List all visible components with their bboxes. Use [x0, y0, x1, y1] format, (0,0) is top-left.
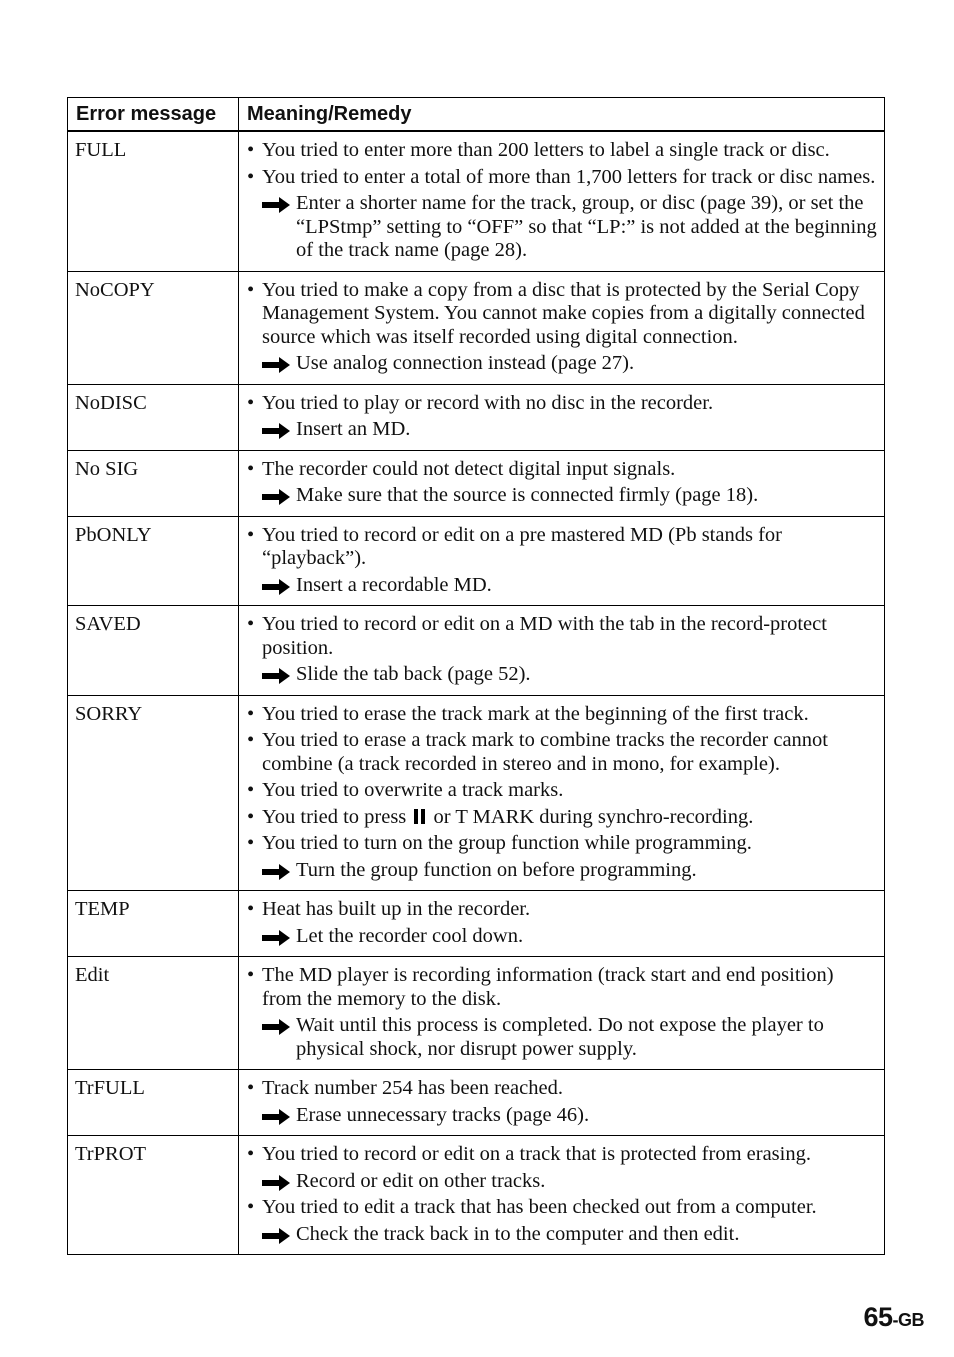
pause-icon — [413, 809, 426, 824]
bullet-text: You tried to record or edit on a pre mastered MD (Pb stands for “playback”). — [262, 523, 782, 569]
bullet-icon: • — [247, 1077, 255, 1099]
bullet-item — [246, 613, 877, 660]
table-row — [68, 516, 885, 606]
bullet-item — [246, 392, 877, 416]
meaning-remedy-cell — [239, 891, 885, 957]
table-row — [68, 131, 885, 271]
arrow-right-icon — [262, 1109, 290, 1125]
bullet-icon: • — [247, 457, 255, 480]
table-row — [68, 1136, 885, 1255]
bullet-icon: • — [247, 165, 255, 188]
remedy-text: Erase unnecessary tracks (page 46). — [296, 1103, 590, 1126]
error-message-cell: FULL — [68, 131, 239, 271]
bullet-text: You tried to enter a total of more than 1,700 letters for track or disc names. — [262, 165, 876, 188]
bullet-text: You tried to enter more than 200 letters to label a single track or disc. — [262, 139, 830, 161]
error-message-cell: SORRY — [68, 695, 239, 891]
bullet-item — [246, 139, 877, 163]
bullet-text: The MD player is recording information (track start and end position) from the memory to the disk. — [262, 964, 834, 1010]
header-meaning-remedy: Meaning/Remedy — [239, 98, 885, 132]
error-message-cell: NoCOPY — [68, 271, 239, 384]
table-row — [68, 891, 885, 957]
bullet-icon: • — [247, 779, 255, 801]
bullet-item — [246, 1077, 877, 1101]
remedy-text: Insert an MD. — [296, 418, 411, 440]
bullet-item — [246, 524, 877, 571]
table-body — [68, 131, 885, 1255]
page-number-value: 65 — [863, 1302, 893, 1332]
page-number — [863, 1302, 924, 1333]
bullet-item — [246, 806, 877, 830]
bullet-item — [246, 832, 877, 856]
remedy-item — [246, 1223, 877, 1247]
remedy-item — [246, 663, 877, 687]
remedy-item — [246, 925, 877, 949]
bullet-text: You tried to record or edit on a MD with the tab in the record-protect position. — [262, 613, 827, 659]
bullet-icon: • — [247, 139, 255, 161]
bullet-icon: • — [247, 964, 255, 986]
bullet-text: The recorder could not detect digital input signals. — [262, 457, 676, 480]
bullet-icon: • — [247, 729, 255, 751]
arrow-right-icon — [262, 1228, 290, 1244]
arrow-right-icon — [262, 668, 290, 684]
table-row — [68, 957, 885, 1070]
meaning-remedy-cell — [239, 1070, 885, 1136]
table-row — [68, 384, 885, 450]
remedy-item — [246, 574, 877, 598]
table-row — [68, 1070, 885, 1136]
error-message-cell: TEMP — [68, 891, 239, 957]
bullet-icon: • — [247, 832, 255, 854]
header-error-message: Error message — [68, 98, 239, 132]
remedy-item — [246, 859, 877, 883]
remedy-item — [246, 352, 877, 376]
bullet-item — [246, 1196, 877, 1220]
table-row — [68, 271, 885, 384]
bullet-icon: • — [247, 805, 255, 828]
page-number-suffix: -GB — [892, 1310, 924, 1330]
bullet-item — [246, 703, 877, 727]
bullet-text: Track number 254 has been reached. — [262, 1077, 563, 1099]
meaning-remedy-cell — [239, 1136, 885, 1255]
remedy-text: Record or edit on other tracks. — [296, 1169, 546, 1192]
error-message-cell: No SIG — [68, 450, 239, 516]
remedy-text: Check the track back in to the computer and then edit. — [296, 1222, 740, 1245]
bullet-text: You tried to turn on the group function while programming. — [262, 832, 752, 854]
arrow-right-icon — [262, 1019, 290, 1035]
error-message-cell: Edit — [68, 957, 239, 1070]
error-message-table — [67, 97, 885, 1255]
remedy-item — [246, 484, 877, 508]
bullet-item — [246, 898, 877, 922]
bullet-text: You tried to erase a track mark to combine tracks the recorder cannot combine (a track recorded in stereo and in mono, for example). — [262, 729, 829, 775]
bullet-item — [246, 279, 877, 350]
bullet-item — [246, 964, 877, 1011]
arrow-right-icon — [262, 197, 290, 213]
meaning-remedy-cell — [239, 695, 885, 891]
remedy-item — [246, 192, 877, 263]
remedy-text: Let the recorder cool down. — [296, 924, 524, 947]
bullet-text: You tried to press — [262, 805, 407, 828]
meaning-remedy-cell — [239, 957, 885, 1070]
meaning-remedy-cell — [239, 131, 885, 271]
meaning-remedy-cell — [239, 271, 885, 384]
bullet-icon: • — [247, 523, 255, 546]
arrow-right-icon — [262, 930, 290, 946]
remedy-text: Enter a shorter name for the track, group, or disc (page 39), or set the “LPStmp” setting to “OFF” so that “LP:” is not added at the beginning of the track name (page 28). — [296, 192, 877, 261]
bullet-text: You tried to erase the track mark at the beginning of the first track. — [262, 702, 809, 725]
arrow-right-icon — [262, 1175, 290, 1191]
bullet-icon: • — [247, 613, 255, 635]
error-message-cell: TrPROT — [68, 1136, 239, 1255]
bullet-item — [246, 166, 877, 190]
bullet-text: You tried to edit a track that has been checked out from a computer. — [262, 1196, 817, 1218]
table-row — [68, 450, 885, 516]
table-header-row — [68, 98, 885, 132]
remedy-text: Slide the tab back (page 52). — [296, 663, 531, 685]
bullet-icon: • — [247, 898, 255, 920]
arrow-right-icon — [262, 357, 290, 373]
remedy-item — [246, 1104, 877, 1128]
arrow-right-icon — [262, 423, 290, 439]
bullet-text: You tried to play or record with no disc in the recorder. — [262, 391, 714, 414]
meaning-remedy-cell — [239, 606, 885, 696]
bullet-item — [246, 458, 877, 482]
table-row — [68, 695, 885, 891]
remedy-item — [246, 418, 877, 442]
bullet-icon: • — [247, 1143, 255, 1165]
bullet-text: or T MARK during synchro-recording. — [433, 805, 754, 828]
meaning-remedy-cell — [239, 384, 885, 450]
bullet-icon: • — [247, 702, 255, 725]
bullet-icon: • — [247, 391, 255, 414]
error-message-cell: NoDISC — [68, 384, 239, 450]
bullet-text: Heat has built up in the recorder. — [262, 898, 531, 920]
arrow-right-icon — [262, 579, 290, 595]
error-message-cell: PbONLY — [68, 516, 239, 606]
bullet-item — [246, 729, 877, 776]
remedy-item — [246, 1014, 877, 1061]
remedy-item — [246, 1170, 877, 1194]
bullet-icon: • — [247, 1196, 255, 1218]
remedy-text: Make sure that the source is connected firmly (page 18). — [296, 484, 759, 506]
error-message-cell: TrFULL — [68, 1070, 239, 1136]
meaning-remedy-cell — [239, 516, 885, 606]
meaning-remedy-cell — [239, 450, 885, 516]
table-row — [68, 606, 885, 696]
remedy-text: Turn the group function on before programming. — [296, 858, 697, 881]
bullet-text: You tried to make a copy from a disc that is protected by the Serial Copy Management System. You cannot make copies from a digitally connected source which was itself recorded using digital connection. — [262, 278, 865, 348]
error-message-cell: SAVED — [68, 606, 239, 696]
remedy-text: Use analog connection instead (page 27). — [296, 352, 635, 374]
bullet-text: You tried to overwrite a track marks. — [262, 779, 564, 801]
bullet-item — [246, 779, 877, 803]
bullet-text: You tried to record or edit on a track that is protected from erasing. — [262, 1143, 811, 1165]
remedy-text: Wait until this process is completed. Do not expose the player to physical shock, nor disrupt power supply. — [296, 1014, 824, 1060]
arrow-right-icon — [262, 864, 290, 880]
bullet-icon: • — [247, 278, 255, 301]
bullet-item — [246, 1143, 877, 1167]
arrow-right-icon — [262, 489, 290, 505]
remedy-text: Insert a recordable MD. — [296, 573, 492, 596]
